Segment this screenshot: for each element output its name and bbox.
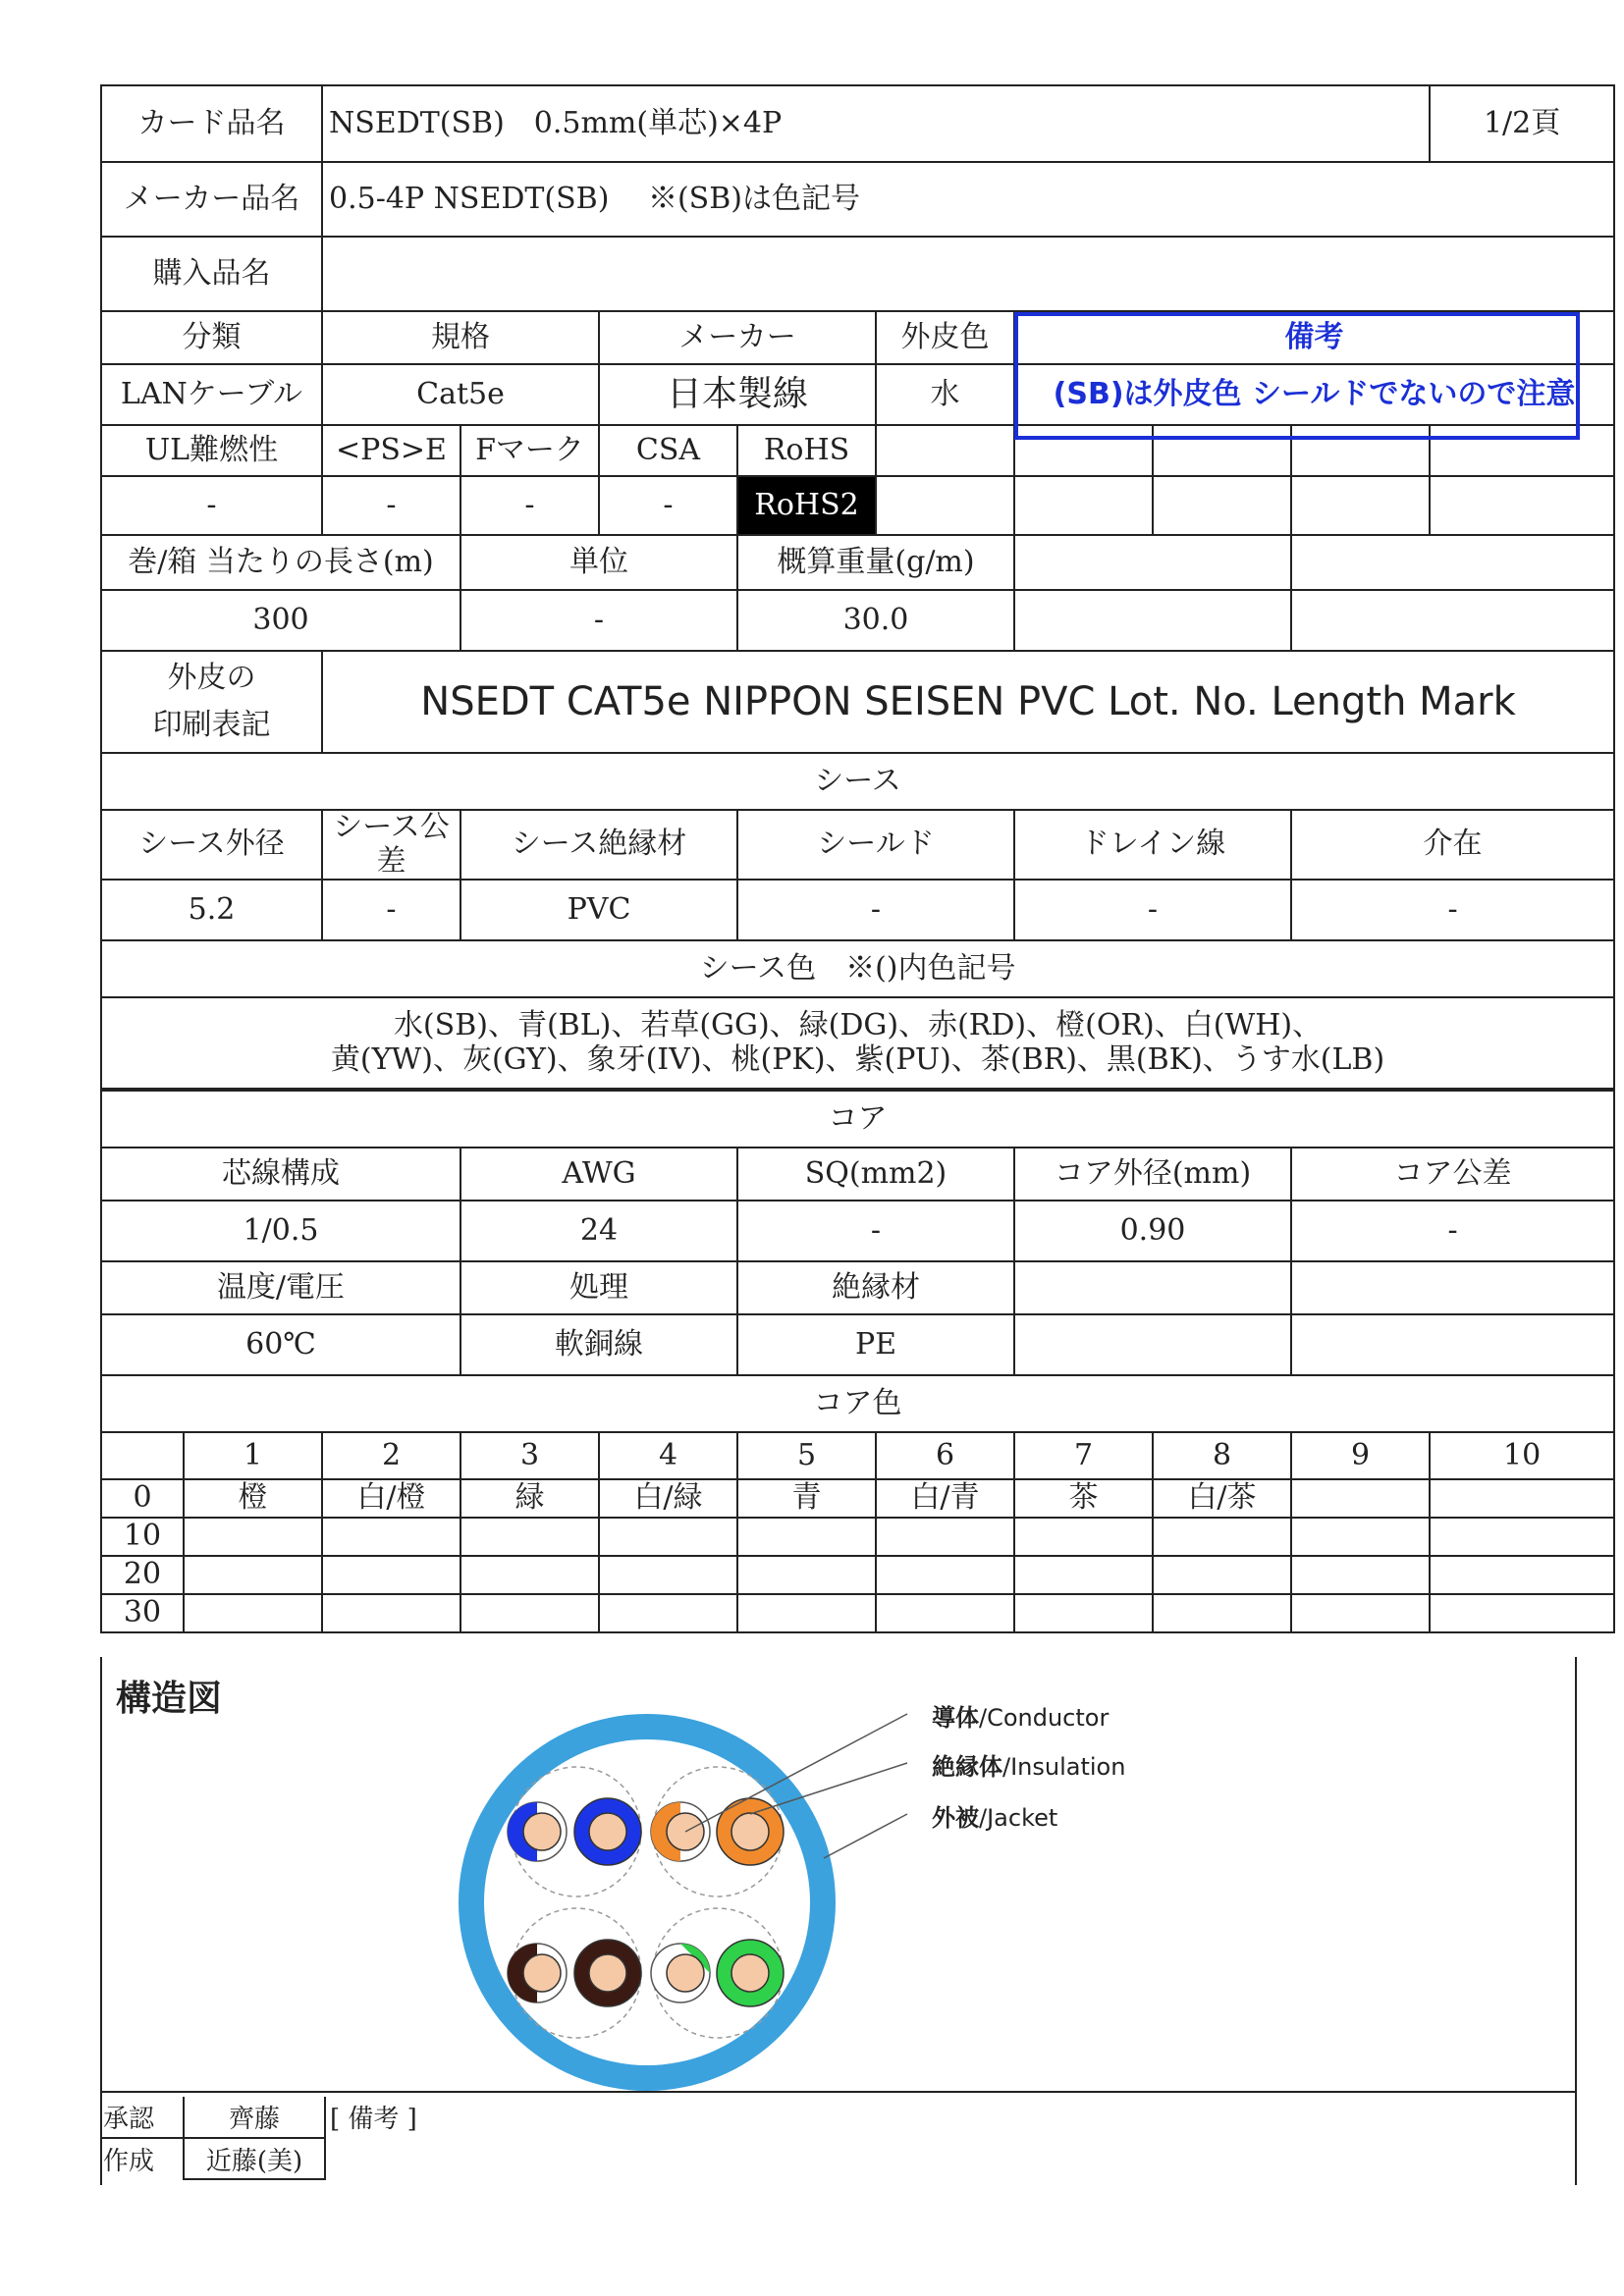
approval-table bbox=[102, 2097, 326, 2180]
core-cell bbox=[460, 1594, 599, 1632]
core2-header-0: 温度/電圧 bbox=[101, 1261, 460, 1314]
sheath-header-2: シース絶縁材 bbox=[460, 810, 737, 880]
core-cell bbox=[1430, 1594, 1614, 1632]
sheath-value-3: - bbox=[737, 880, 1014, 940]
core-col-4: 4 bbox=[599, 1432, 737, 1479]
empty-cell bbox=[1014, 1314, 1291, 1375]
core-color-corner bbox=[101, 1432, 184, 1479]
core-cell bbox=[184, 1556, 322, 1594]
core-cell: 青 bbox=[737, 1479, 876, 1518]
core-header-0: 芯線構成 bbox=[101, 1148, 460, 1201]
purchase-name bbox=[322, 237, 1614, 311]
class-header-3: 外皮色 bbox=[876, 311, 1014, 364]
core-cell bbox=[1291, 1518, 1430, 1556]
sheath-title: シース bbox=[101, 753, 1614, 810]
core-cell bbox=[1430, 1556, 1614, 1594]
core-cell bbox=[1291, 1594, 1430, 1632]
structure-title: 構造図 bbox=[116, 1679, 223, 1719]
sheath-value-0: 5.2 bbox=[101, 880, 322, 940]
page-number: 1/2頁 bbox=[1430, 85, 1614, 162]
core-col-9: 9 bbox=[1291, 1432, 1430, 1479]
length-value-0: 300 bbox=[101, 590, 460, 651]
purchase-label: 購入品名 bbox=[101, 237, 322, 311]
remark-value: (SB)は外皮色 シールドでないので注意 bbox=[1014, 364, 1614, 425]
jacket-label bbox=[932, 1798, 1057, 1833]
core-color-row bbox=[101, 1556, 1614, 1594]
class-header-0: 分類 bbox=[101, 311, 322, 364]
class-header-1: 規格 bbox=[322, 311, 599, 364]
core-col-10: 10 bbox=[1430, 1432, 1614, 1479]
sheath-header-0: シース外径 bbox=[101, 810, 322, 880]
class-value-2: 日本製線 bbox=[599, 364, 876, 425]
core-cell: 茶 bbox=[1014, 1479, 1153, 1518]
sheath-value-1: - bbox=[322, 880, 460, 940]
cable-cross-section bbox=[102, 1657, 1575, 2091]
core-value-3: 0.90 bbox=[1014, 1201, 1291, 1261]
jacket-label-en: /Jacket bbox=[979, 1804, 1058, 1832]
core-value-4: - bbox=[1291, 1201, 1614, 1261]
cert-value-1: - bbox=[322, 476, 460, 535]
sheath-value-4: - bbox=[1014, 880, 1291, 940]
core-col-1: 1 bbox=[184, 1432, 322, 1479]
class-header-2: メーカー bbox=[599, 311, 876, 364]
core-row-label: 10 bbox=[101, 1518, 184, 1556]
core-cell bbox=[1153, 1556, 1291, 1594]
core-value-2: - bbox=[737, 1201, 1014, 1261]
core-cell bbox=[1430, 1518, 1614, 1556]
approve-name: 齊藤 bbox=[184, 2097, 325, 2138]
empty-cell bbox=[1291, 476, 1430, 535]
core-header-2: SQ(mm2) bbox=[737, 1148, 1014, 1201]
core-color-title: コア色 bbox=[101, 1375, 1614, 1432]
core-header-1: AWG bbox=[460, 1148, 737, 1201]
empty-cell bbox=[876, 425, 1014, 476]
empty-cell bbox=[1014, 590, 1291, 651]
core-cell: 橙 bbox=[184, 1479, 322, 1518]
core-cell bbox=[1291, 1556, 1430, 1594]
insulation-label-jp: 絶縁体 bbox=[932, 1753, 1002, 1781]
core2-header-1: 処理 bbox=[460, 1261, 737, 1314]
cert-header-0: UL難燃性 bbox=[101, 425, 322, 476]
core-col-8: 8 bbox=[1153, 1432, 1291, 1479]
cert-value-3: - bbox=[599, 476, 737, 535]
footer-remark: [ 備考 ] bbox=[330, 2105, 417, 2134]
core-cell: 白/橙 bbox=[322, 1479, 460, 1518]
core-cell: 緑 bbox=[460, 1479, 599, 1518]
empty-cell bbox=[1291, 590, 1614, 651]
cert-header-2: Fマーク bbox=[460, 425, 599, 476]
length-value-1: - bbox=[460, 590, 737, 651]
create-label: 作成 bbox=[102, 2138, 184, 2179]
core-cell bbox=[737, 1556, 876, 1594]
jacket-inner bbox=[484, 1739, 810, 2065]
insulation-label-en: /Insulation bbox=[1002, 1753, 1126, 1781]
sheath-header-5: 介在 bbox=[1291, 810, 1614, 880]
sheath-color-list bbox=[101, 997, 1614, 1090]
core-col-7: 7 bbox=[1014, 1432, 1153, 1479]
core-header-3: コア外径(mm) bbox=[1014, 1148, 1291, 1201]
core-cell bbox=[1153, 1518, 1291, 1556]
core-cell bbox=[599, 1594, 737, 1632]
cert-value-0: - bbox=[101, 476, 322, 535]
core-cell: 白/茶 bbox=[1153, 1479, 1291, 1518]
empty-cell bbox=[876, 476, 1014, 535]
core-value-0: 1/0.5 bbox=[101, 1201, 460, 1261]
core-color-row bbox=[101, 1518, 1614, 1556]
empty-cell bbox=[1014, 476, 1153, 535]
core-color-row bbox=[101, 1479, 1614, 1518]
empty-cell bbox=[1153, 476, 1291, 535]
core-cell bbox=[737, 1518, 876, 1556]
cert-header-4: RoHS bbox=[737, 425, 876, 476]
core-col-3: 3 bbox=[460, 1432, 599, 1479]
core-cell: 白/青 bbox=[876, 1479, 1014, 1518]
class-value-0: LANケーブル bbox=[101, 364, 322, 425]
core2-value-1: 軟銅線 bbox=[460, 1314, 737, 1375]
core-title: コア bbox=[101, 1090, 1614, 1148]
length-header-1: 単位 bbox=[460, 535, 737, 590]
insulation-label bbox=[932, 1747, 1125, 1782]
core-header-4: コア公差 bbox=[1291, 1148, 1614, 1201]
empty-cell bbox=[1291, 1314, 1614, 1375]
remark-highlight-box bbox=[1014, 312, 1580, 440]
card-label: カード品名 bbox=[101, 85, 322, 162]
empty-cell bbox=[1291, 1261, 1614, 1314]
core-value-1: 24 bbox=[460, 1201, 737, 1261]
print-mark-value: NSEDT CAT5e NIPPON SEISEN PVC Lot. No. Length Mark bbox=[322, 651, 1614, 753]
structure-diagram-section bbox=[100, 1657, 1577, 2093]
maker-name: 0.5-4P NSEDT(SB) ※(SB)は色記号 bbox=[322, 162, 1614, 237]
print-mark-label-line1: 外皮の bbox=[167, 660, 256, 695]
empty-cell bbox=[1014, 1261, 1291, 1314]
class-value-1: Cat5e bbox=[322, 364, 599, 425]
length-header-0: 巻/箱 当たりの長さ(m) bbox=[101, 535, 460, 590]
cert-header-3: CSA bbox=[599, 425, 737, 476]
core-color-row bbox=[101, 1594, 1614, 1632]
core2-header-2: 絶縁材 bbox=[737, 1261, 1014, 1314]
empty-cell bbox=[1430, 476, 1614, 535]
length-value-2: 30.0 bbox=[737, 590, 1014, 651]
cert-value-2: - bbox=[460, 476, 599, 535]
core-cell bbox=[876, 1556, 1014, 1594]
core-color-header-row bbox=[101, 1432, 1614, 1479]
core-cell bbox=[599, 1518, 737, 1556]
core-cell bbox=[322, 1594, 460, 1632]
core-cell bbox=[876, 1594, 1014, 1632]
core-cell bbox=[737, 1594, 876, 1632]
sheath-color-title: シース色 ※()内色記号 bbox=[101, 940, 1614, 997]
sheath-colors-line1: 水(SB)、青(BL)、若草(GG)、緑(DG)、赤(RD)、橙(OR)、白(WH)、 bbox=[393, 1008, 1323, 1042]
core-cell bbox=[1430, 1479, 1614, 1518]
approve-label: 承認 bbox=[102, 2097, 184, 2138]
sheath-value-2: PVC bbox=[460, 880, 737, 940]
conductor-label bbox=[932, 1698, 1109, 1733]
core-col-2: 2 bbox=[322, 1432, 460, 1479]
core-cell bbox=[599, 1556, 737, 1594]
cert-header-1: <PS>E bbox=[322, 425, 460, 476]
core-cell bbox=[1014, 1556, 1153, 1594]
footer bbox=[100, 2091, 1577, 2185]
sheath-header-4: ドレイン線 bbox=[1014, 810, 1291, 880]
core-col-6: 6 bbox=[876, 1432, 1014, 1479]
remark-header: 備考 bbox=[1014, 311, 1614, 364]
class-value-3: 水 bbox=[876, 364, 1014, 425]
empty-cell bbox=[1291, 535, 1614, 590]
core-cell bbox=[322, 1518, 460, 1556]
core-col-5: 5 bbox=[737, 1432, 876, 1479]
core-row-label: 20 bbox=[101, 1556, 184, 1594]
sheath-header-3: シールド bbox=[737, 810, 1014, 880]
conductor-label-en: /Conductor bbox=[979, 1704, 1110, 1732]
core-cell bbox=[1014, 1518, 1153, 1556]
sheath-header-1: シース公差 bbox=[322, 810, 460, 880]
card-name: NSEDT(SB) 0.5mm(単芯)×4P bbox=[322, 85, 1430, 162]
core2-value-2: PE bbox=[737, 1314, 1014, 1375]
sheath-value-5: - bbox=[1291, 880, 1614, 940]
core-cell bbox=[184, 1594, 322, 1632]
maker-label: メーカー品名 bbox=[101, 162, 322, 237]
create-name: 近藤(美) bbox=[184, 2138, 325, 2179]
core-cell bbox=[460, 1518, 599, 1556]
core-cell bbox=[1014, 1594, 1153, 1632]
sheath-colors-line2: 黄(YW)、灰(GY)、象牙(IV)、桃(PK)、紫(PU)、茶(BR)、黒(BK)、うす水(LB) bbox=[330, 1041, 1385, 1077]
core-cell bbox=[322, 1556, 460, 1594]
rohs2-badge: RoHS2 bbox=[737, 476, 876, 535]
core-cell bbox=[876, 1518, 1014, 1556]
length-header-2: 概算重量(g/m) bbox=[737, 535, 1014, 590]
core-cell bbox=[460, 1556, 599, 1594]
core-cell bbox=[1153, 1594, 1291, 1632]
core-cell bbox=[1291, 1479, 1430, 1518]
core-row-label: 30 bbox=[101, 1594, 184, 1632]
core2-value-0: 60℃ bbox=[101, 1314, 460, 1375]
core-cell: 白/緑 bbox=[599, 1479, 737, 1518]
core-cell bbox=[184, 1518, 322, 1556]
empty-cell bbox=[1014, 535, 1291, 590]
core-row-label: 0 bbox=[101, 1479, 184, 1518]
print-mark-label-line2: 印刷表記 bbox=[152, 708, 271, 742]
jacket-label-jp: 外被 bbox=[932, 1804, 979, 1832]
print-mark-label bbox=[101, 651, 322, 753]
conductor-label-jp: 導体 bbox=[932, 1704, 979, 1732]
jacket-leader bbox=[824, 1814, 907, 1858]
